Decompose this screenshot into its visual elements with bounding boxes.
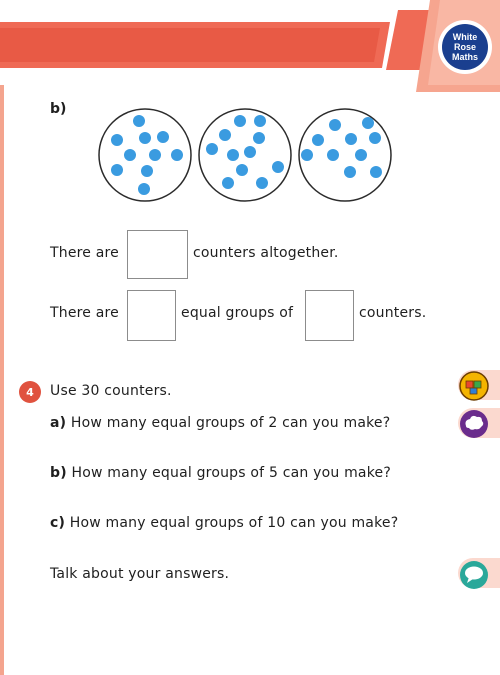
counter — [234, 115, 246, 127]
item-b-text: How many equal groups of 5 can you make? — [71, 465, 391, 481]
left-margin-bar — [0, 85, 4, 675]
item-a-text: How many equal groups of 2 can you make? — [70, 415, 391, 431]
counter — [345, 133, 357, 145]
counter — [139, 132, 151, 144]
counter — [244, 146, 256, 158]
white-rose-maths-logo — [440, 22, 490, 72]
speech-bubble-icon — [459, 560, 489, 590]
counter — [138, 183, 150, 195]
sentence1-after: counters altogether. — [193, 245, 339, 261]
question4-item-c — [50, 515, 398, 531]
counter — [219, 129, 231, 141]
counter — [362, 117, 374, 129]
counter — [157, 131, 169, 143]
answer-box-groups[interactable] — [127, 290, 176, 341]
group-circle-1 — [99, 109, 191, 201]
question4-item-b — [50, 465, 391, 481]
question4-intro: Use 30 counters. — [50, 383, 172, 399]
counter — [171, 149, 183, 161]
counter — [312, 134, 324, 146]
answer-box-total[interactable] — [127, 230, 188, 279]
counter — [355, 149, 367, 161]
item-c-label: c) — [50, 515, 66, 531]
sentence2-after: counters. — [359, 305, 427, 321]
header-banner — [0, 0, 500, 95]
question4-item-a — [50, 415, 390, 431]
item-c-text: How many equal groups of 10 can you make? — [69, 515, 399, 531]
counter — [141, 165, 153, 177]
question-number: 4 — [19, 381, 41, 403]
group-circle-3 — [299, 109, 391, 201]
sentence2-before: There are — [50, 305, 119, 321]
part-b-label: b) — [50, 101, 67, 117]
counter — [329, 119, 341, 131]
counter — [149, 149, 161, 161]
counter — [111, 164, 123, 176]
sentence1-before: There are — [50, 245, 119, 261]
counter — [301, 149, 313, 161]
counter — [254, 115, 266, 127]
counter — [111, 134, 123, 146]
counter — [124, 149, 136, 161]
logo-line-1: White — [452, 32, 478, 42]
counter — [370, 166, 382, 178]
counter — [369, 132, 381, 144]
item-b-label: b) — [50, 465, 67, 481]
logo-line-2: Rose — [453, 42, 476, 52]
counter — [222, 177, 234, 189]
question4-closing: Talk about your answers. — [50, 566, 230, 582]
sentence2-middle: equal groups of — [181, 305, 294, 321]
counter — [327, 149, 339, 161]
counter — [256, 177, 268, 189]
counter — [133, 115, 145, 127]
counter — [236, 164, 248, 176]
cubes-icon — [459, 371, 489, 401]
counter — [344, 166, 356, 178]
counter — [253, 132, 265, 144]
counter — [227, 149, 239, 161]
group-circle-2 — [199, 109, 291, 201]
thinking-cloud-icon — [459, 409, 489, 439]
counter — [206, 143, 218, 155]
counter-groups — [95, 105, 395, 205]
counter — [272, 161, 284, 173]
item-a-label: a) — [50, 415, 67, 431]
logo-line-3: Maths — [451, 52, 478, 62]
answer-box-per-group[interactable] — [305, 290, 354, 341]
